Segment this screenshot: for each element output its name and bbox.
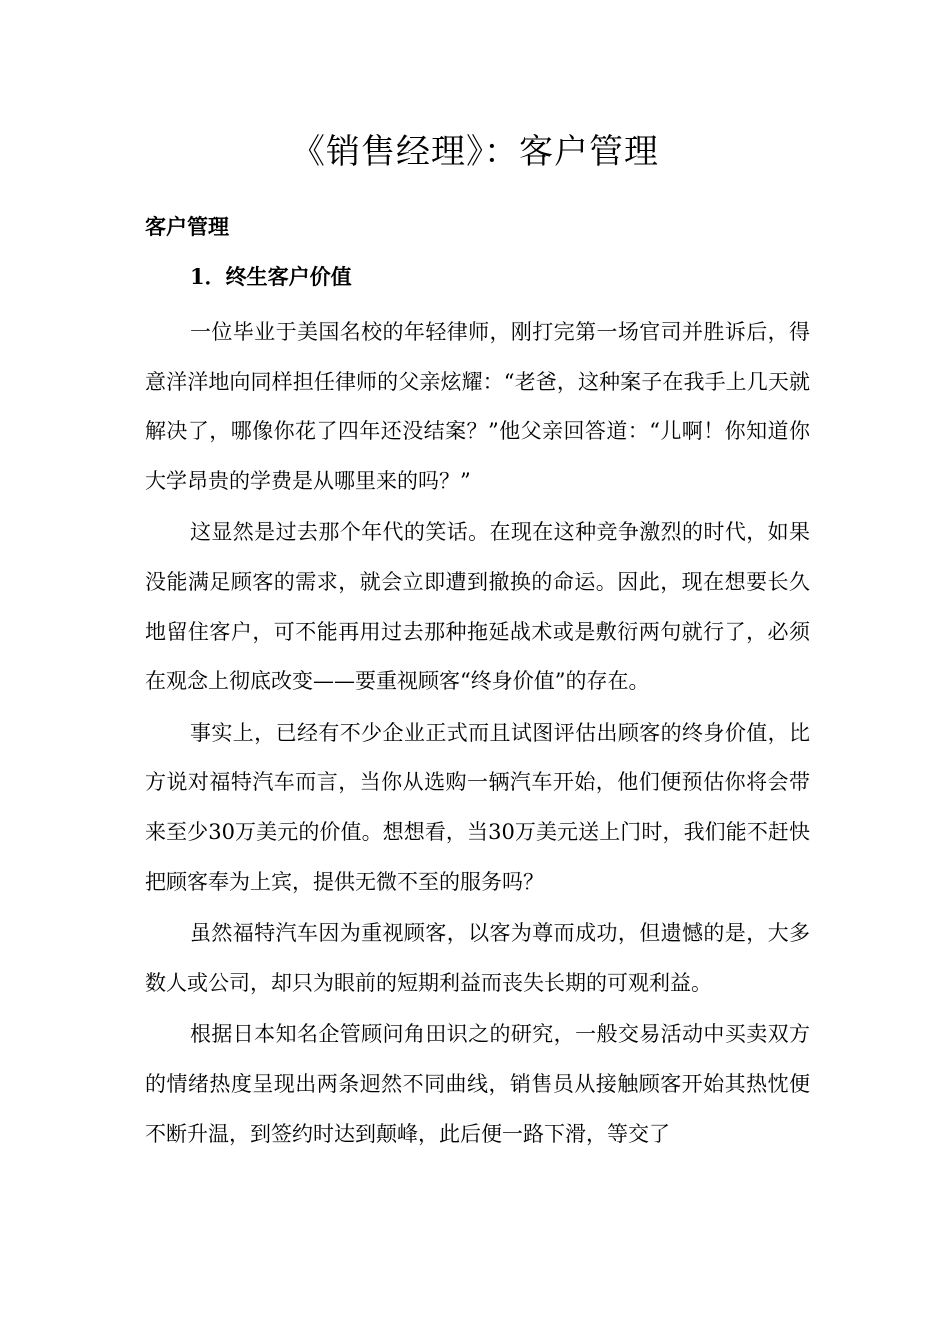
sub-heading: 1．终生客户价值 xyxy=(190,264,352,289)
section-heading: 客户管理 xyxy=(145,214,229,239)
body-text xyxy=(145,308,810,1161)
paragraph: 这显然是过去那个年代的笑话。在现在这种竞争激烈的时代，如果没能满足顾客的需求，就会立即遭到撤换的命运。因此，现在想要长久地留住客户，可不能再用过去那种拖延战术或是敷衍两句就行了，必须在观念上彻底改变——要重视顾客“终身价值”的存在。 xyxy=(145,520,810,694)
paragraph: 事实上，已经有不少企业正式而且试图评估出顾客的终身价值，比方说对福特汽车而言，当你从选购一辆汽车开始，他们便预估你将会带来至少30万美元的价值。想想看，当30万美元送上门时，我们能不赶快把顾客奉为上宾，提供无微不至的服务吗？ xyxy=(145,720,810,894)
paragraph: 根据日本知名企管顾问角田识之的研究，一般交易活动中买卖双方的情绪热度呈现出两条迥然不同曲线，销售员从接触顾客开始其热忱便不断升温，到签约时达到颠峰，此后便一路下滑，等交了 xyxy=(145,1022,810,1146)
paragraph: 一位毕业于美国名校的年轻律师，刚打完第一场官司并胜诉后，得意洋洋地向同样担任律师的父亲炫耀：“老爸，这种案子在我手上几天就解决了，哪像你花了四年还没结案？”他父亲回答道：“儿啊！你知道你大学昂贵的学费是从哪里来的吗？” xyxy=(145,320,810,493)
document-title: 《销售经理》：客户管理 xyxy=(291,132,659,172)
paragraph: 虽然福特汽车因为重视顾客，以客为尊而成功，但遗憾的是，大多数人或公司，却只为眼前的短期利益而丧失长期的可观利益。 xyxy=(145,921,810,995)
